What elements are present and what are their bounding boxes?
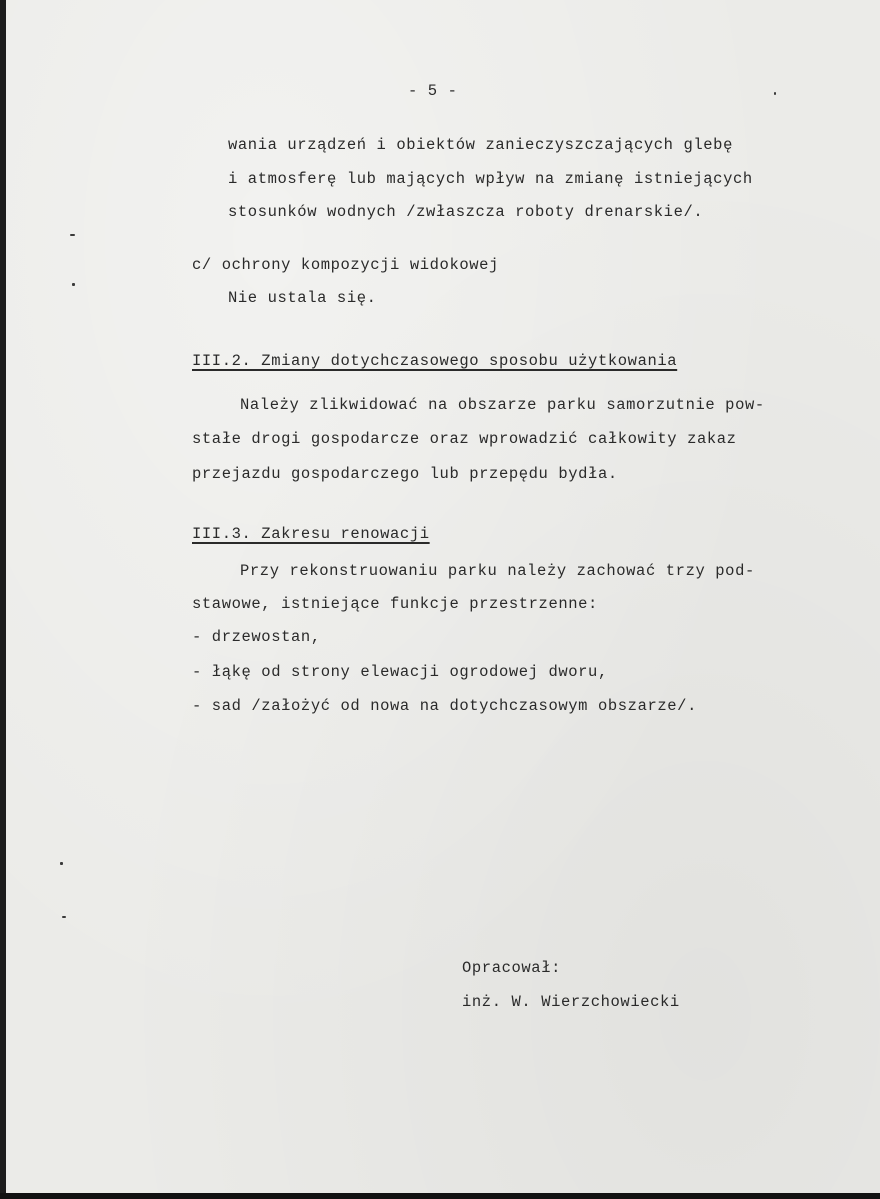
page-number: - 5 - xyxy=(408,82,458,100)
margin-mark xyxy=(60,862,63,865)
list-item: - sad /założyć od nowa na dotychczasowym obszarze/. xyxy=(192,697,697,715)
body-line-1: wania urządzeń i obiektów zanieczyszczających glebę xyxy=(228,136,733,154)
section-2-line-1: Należy zlikwidować na obszarze parku samorzutnie pow- xyxy=(240,396,765,414)
body-line-3: stosunków wodnych /zwłaszcza roboty drenarskie/. xyxy=(228,203,704,221)
margin-mark xyxy=(774,92,776,95)
margin-mark xyxy=(62,916,66,918)
list-item-c: c/ ochrony kompozycji widokowej xyxy=(192,256,499,274)
page-bottom-edge xyxy=(0,1193,880,1199)
section-3-line-1: Przy rekonstruowaniu parku należy zachować trzy pod- xyxy=(240,562,755,580)
section-3-line-2: stawowe, istniejące funkcje przestrzenne: xyxy=(192,595,598,613)
signature-label: Opracował: xyxy=(462,959,562,977)
list-item: - drzewostan, xyxy=(192,628,321,646)
list-item-c-text: Nie ustala się. xyxy=(228,289,377,307)
list-item: - łąkę od strony elewacji ogrodowej dworu, xyxy=(192,663,608,681)
margin-mark xyxy=(70,234,75,236)
section-heading-iii-2: III.2. Zmiany dotychczasowego sposobu użytkowania xyxy=(192,352,678,370)
document-page xyxy=(6,0,880,1193)
section-heading-iii-3: III.3. Zakresu renowacji xyxy=(192,525,430,543)
signature-name: inż. W. Wierzchowiecki xyxy=(462,993,680,1011)
body-line-2: i atmosferę lub mających wpływ na zmianę istniejących xyxy=(228,170,753,188)
section-2-line-2: stałe drogi gospodarcze oraz wprowadzić całkowity zakaz xyxy=(192,430,737,448)
section-2-line-3: przejazdu gospodarczego lub przepędu bydła. xyxy=(192,465,618,483)
margin-mark xyxy=(72,283,75,286)
